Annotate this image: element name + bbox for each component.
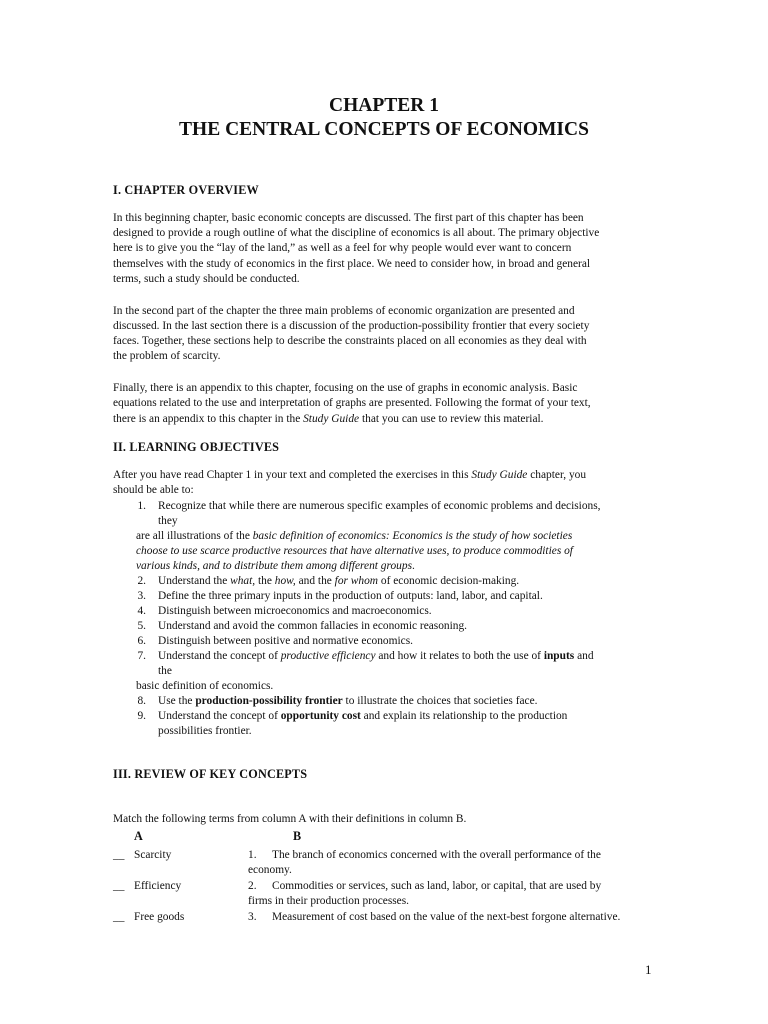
objective-1-line: choose to use scarce productive resources that have alternative uses, to produce commodities of <box>136 545 573 557</box>
definition-text: The branch of economics concerned with the overall performance of the <box>272 849 601 861</box>
objective-1-line: are all illustrations of the basic definition of economics: Economics is the study of how societies <box>136 530 573 542</box>
answer-blank[interactable]: __ <box>113 880 125 892</box>
objective-5: Understand and avoid the common fallacies in economic reasoning. <box>158 620 468 632</box>
chapter-title: THE CENTRAL CONCEPTS OF ECONOMICS <box>179 119 589 140</box>
objective-2: Understand the what, the how, and the for whom of economic decision-making. <box>158 575 520 587</box>
study-guide-title: Study Guide <box>303 413 360 425</box>
study-guide-title: Study Guide <box>471 469 528 481</box>
objective-1-line: Recognize that while there are numerous specific examples of economic problems and decisions, <box>158 500 601 512</box>
objective-1-line: various kinds, and to distribute them among different groups. <box>136 560 415 572</box>
objective-9: Understand the concept of opportunity cost and explain its relationship to the production <box>158 710 568 722</box>
column-a-header: A <box>134 829 143 843</box>
overview-p1-line: here is to give you the “lay of the land,” as well as a feel for why people would ever want to concern <box>113 242 572 254</box>
objectives-intro: After you have read Chapter 1 in your text and completed the exercises in this Study Guide chapter, you <box>113 469 587 481</box>
definition-text: firms in their production processes. <box>248 895 410 907</box>
objective-6: Distinguish between positive and normative economics. <box>158 635 413 647</box>
objective-9-line: possibilities frontier. <box>158 725 252 737</box>
objectives-heading: II. LEARNING OBJECTIVES <box>113 440 280 454</box>
overview-p1-line: themselves with the study of economics in the first place. We need to consider how, in broad and general <box>113 258 591 270</box>
objective-number: 4. <box>137 605 146 617</box>
objective-7-line: basic definition of economics. <box>136 680 274 692</box>
page-number: 1 <box>645 962 652 977</box>
overview-p3-line: Finally, there is an appendix to this chapter, focusing on the use of graphs in economic analysis. Basic <box>113 382 578 394</box>
definition-number: 3. <box>248 911 257 923</box>
overview-heading: I. CHAPTER OVERVIEW <box>113 183 259 197</box>
chapter-number: CHAPTER 1 <box>329 95 439 116</box>
review-heading: III. REVIEW OF KEY CONCEPTS <box>113 767 308 781</box>
objective-1-line: they <box>158 515 178 527</box>
overview-p1-line: designed to provide a rough outline of what the discipline of economics is all about. The primary objective <box>113 227 600 239</box>
objective-number: 8. <box>137 695 146 707</box>
objectives-intro-line2: should be able to: <box>113 484 194 496</box>
term-label: Efficiency <box>134 880 182 892</box>
overview-p1-line: terms, such a study should be conducted. <box>113 273 300 285</box>
answer-blank[interactable]: __ <box>113 849 125 861</box>
objective-number: 1. <box>137 500 146 512</box>
definition-text: Commodities or services, such as land, labor, or capital, that are used by <box>272 880 602 892</box>
objective-number: 7. <box>137 650 146 662</box>
definition-text: Measurement of cost based on the value of the next-best forgone alternative. <box>272 911 621 923</box>
column-b-header: B <box>293 829 302 843</box>
answer-blank[interactable]: __ <box>113 911 125 923</box>
objective-number: 9. <box>137 710 146 722</box>
overview-p3-line: equations related to the use and interpretation of graphs are presented. Following the format of your text, <box>113 397 591 409</box>
term-label: Scarcity <box>134 849 172 861</box>
definition-number: 2. <box>248 880 257 892</box>
objective-number: 2. <box>137 575 146 587</box>
overview-p2-line: the problem of scarcity. <box>113 350 221 362</box>
objective-7-line: the <box>158 665 172 677</box>
objective-number: 6. <box>137 635 146 647</box>
review-instruction: Match the following terms from column A with their definitions in column B. <box>113 813 467 825</box>
definition-number: 1. <box>248 849 257 861</box>
objective-3: Define the three primary inputs in the production of outputs: land, labor, and capital. <box>158 590 543 602</box>
objective-8: Use the production-possibility frontier to illustrate the choices that societies face. <box>158 695 538 707</box>
objective-number: 3. <box>137 590 146 602</box>
objective-4: Distinguish between microeconomics and macroeconomics. <box>158 605 432 617</box>
term-label: Free goods <box>134 911 185 923</box>
objective-7: Understand the concept of productive efficiency and how it relates to both the use of inputs and <box>158 650 594 662</box>
definition-text: economy. <box>248 864 292 876</box>
overview-p2-line: faces. Together, these sections help to describe the constraints placed on all economies as they deal with <box>113 335 587 347</box>
overview-p2-line: In the second part of the chapter the three main problems of economic organization are presented and <box>113 305 575 317</box>
overview-p3-line: there is an appendix to this chapter in the Study Guide that you can use to review this material. <box>113 413 544 425</box>
overview-p2-line: discussed. In the last section there is a discussion of the production-possibility frontier that every society <box>113 320 590 332</box>
objective-number: 5. <box>137 620 146 632</box>
overview-p1-line: In this beginning chapter, basic economic concepts are discussed. The first part of this chapter has been <box>113 212 584 224</box>
